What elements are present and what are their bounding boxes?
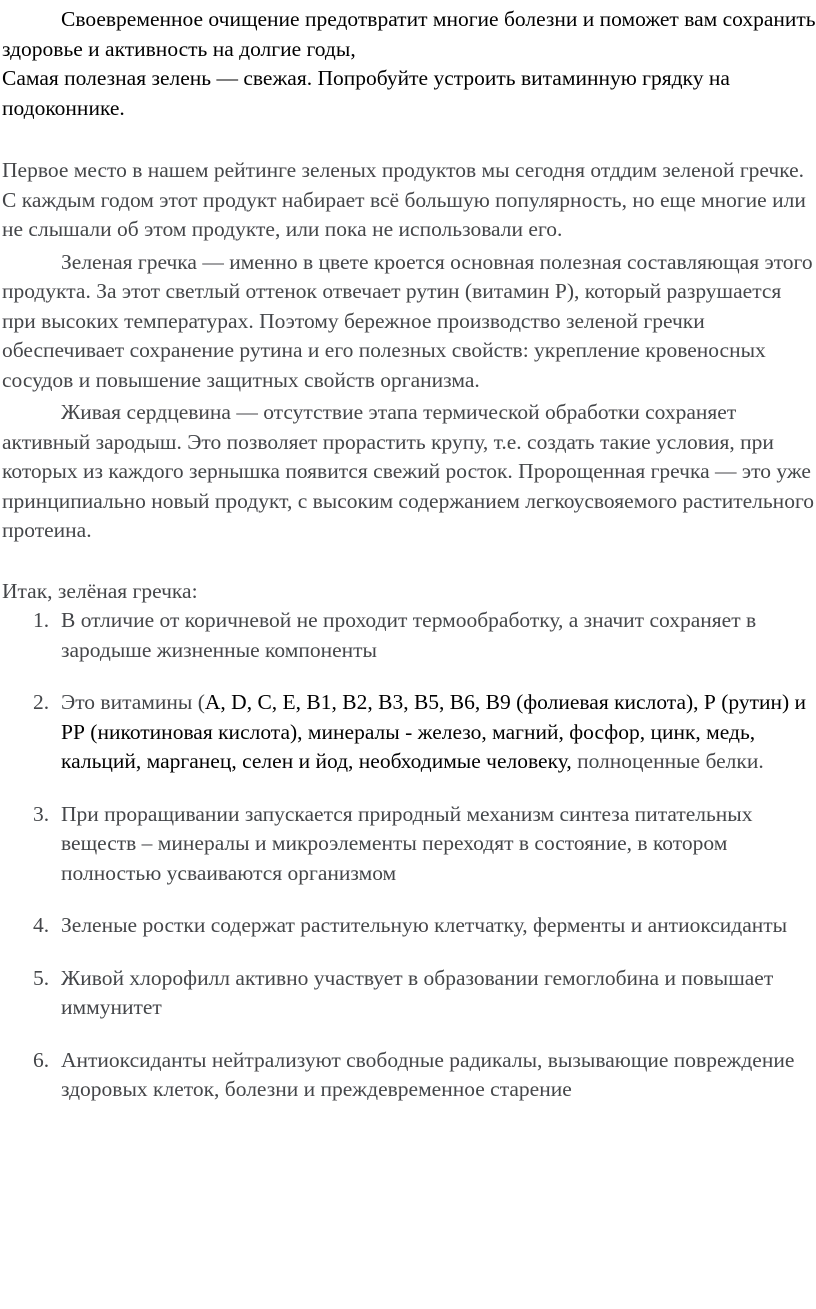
list-item [0, 911, 816, 941]
list-item-number: 6. [33, 1047, 50, 1072]
list-item-number: 2. [33, 690, 50, 714]
list-item-text: При проращивании запускается природный механизм синтеза питательных веществ – минералы и микроэлементы переходят в состояние, в котором полностью усваиваются организмом [61, 801, 753, 885]
first-place-paragraph: Первое место в нашем рейтинге зеленых продуктов мы сегодня отддим зеленой гречке. С каждым годом этот продукт набирает всё большую популярность, но еще многие или не слышали об этом продукте, или пока не использовали его. [2, 158, 806, 241]
vitamins-minerals-text: А, D, С, Е, В1, В2, В3, В5, В6, В9 (фолиевая кислота), Р (рутин) и РР (никотиновая кислота), минералы - железо, магний, фосфор, цинк, медь, кальций, марганец, селен и йод, необходимые человеку, [61, 690, 807, 773]
list-item-text: Антиоксиданты нейтрализуют свободные радикалы, вызывающие повреждение здоровых клеток, болезни и преждевременное старение [61, 1047, 795, 1101]
list-item-number: 4. [33, 913, 50, 937]
greens-paragraph: Самая полезная зелень — свежая. Попробуйте устроить витаминную грядку на подоконнике. [2, 66, 730, 120]
list-item [0, 1046, 816, 1105]
list-item-text: Живой хлорофилл активно участвует в образовании гемоглобина и повышает иммунитет [61, 965, 774, 1019]
list-item-text-end: полноценные белки. [571, 749, 764, 773]
list-item-number: 5. [33, 965, 50, 990]
living-core-paragraph: Живая сердцевина — отсутствие этапа термической обработки сохраняет активный зародыш. Это позволяет прорастить крупу, т.е. создать такие условия, при которых из каждого зернышка появится свежий росток. Пророщенная гречка — это уже принципиально новый продукт, с высоким содержанием легкоусвояемого растительного протеина. [2, 400, 814, 542]
intro-paragraph: Своевременное очищение предотвратит многие болезни и поможет вам сохранить здоровье и активность на долгие годы, [2, 7, 816, 61]
list-item [0, 606, 816, 665]
green-color-paragraph: Зеленая гречка — именно в цвете кроется основная полезная составляющая этого продукта. За этот светлый оттенок отвечает рутин (витамин Р), который разрушается при высоких температурах. Поэтому бережное производство зеленой гречки обеспечивает сохранение рутина и его полезных свойств: укрепление кровеносных сосудов и повышение защитных свойств организма. [2, 249, 813, 392]
list-item [0, 800, 816, 889]
list-item-number: 1. [33, 608, 50, 632]
benefits-list [0, 606, 816, 1105]
list-item-text: В отличие от коричневой не проходит термообработку, а значит сохраняет в зародыше жизненные компоненты [61, 608, 757, 662]
list-intro: Итак, зелёная гречка: [2, 578, 198, 603]
list-item [0, 688, 816, 777]
list-item-text: Зеленые ростки содержат растительную клетчатку, ферменты и антиоксиданты [61, 913, 788, 937]
list-item-text-start: Это витамины ( [61, 690, 205, 714]
list-item-number: 3. [33, 801, 50, 826]
list-item [0, 964, 816, 1023]
